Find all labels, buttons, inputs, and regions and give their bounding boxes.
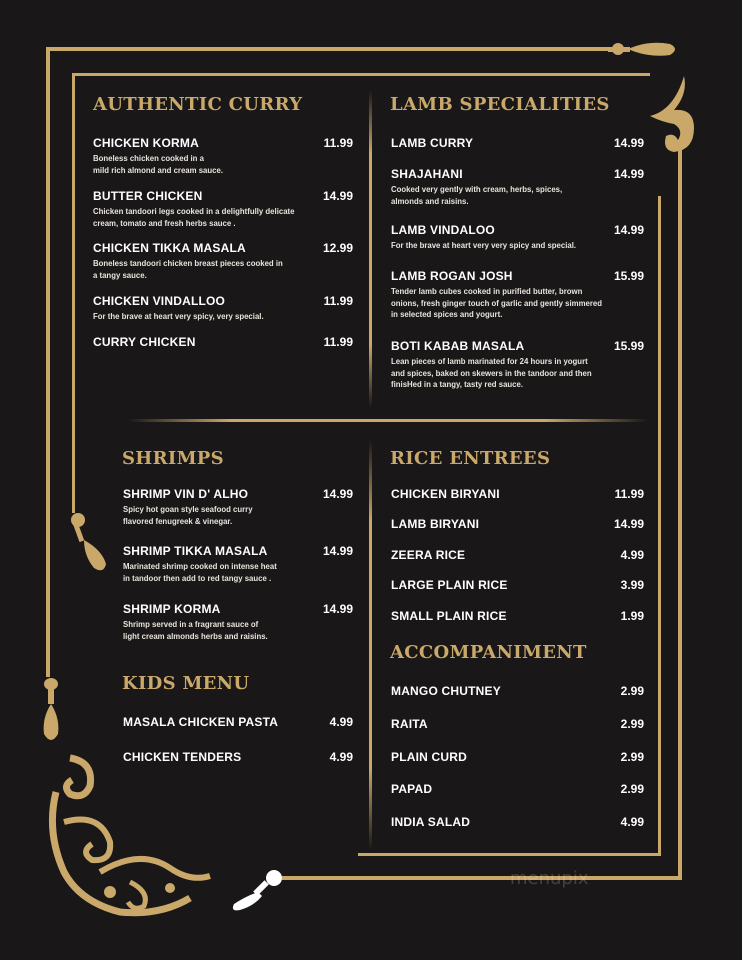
menu-item — [391, 167, 644, 207]
item-price: 12.99 — [322, 241, 353, 255]
item-price: 4.99 — [620, 548, 644, 562]
menu-item — [93, 241, 353, 281]
menu-item — [123, 750, 353, 764]
item-name: PAPAD — [391, 782, 433, 796]
item-name: SHRIMP VIN D' ALHO — [123, 487, 249, 501]
section-title-rice-entrees: RICE ENTREES — [390, 448, 551, 469]
menu-item — [391, 782, 644, 796]
item-name: RAITA — [391, 717, 428, 731]
section-title-shrimps: SHRIMPS — [122, 448, 224, 469]
menu-item — [123, 602, 353, 642]
frame-bottom-inner — [358, 853, 661, 856]
spoon-ornament-left-icon — [68, 512, 112, 574]
item-price: 3.99 — [620, 578, 644, 592]
item-price: 1.99 — [620, 609, 644, 623]
item-description: light cream almonds herbs and raisins. — [123, 631, 268, 641]
section-title-accompaniment: ACCOMPANIMENT — [390, 642, 587, 663]
menu-item — [93, 294, 353, 323]
item-price: 14.99 — [613, 167, 644, 181]
menu-item — [123, 487, 353, 527]
item-description: Lean pieces of lamb marinated for 24 hours in yogurt — [391, 357, 588, 366]
spoon-ornament-left-lower-icon — [40, 676, 62, 744]
item-name: LAMB VINDALOO — [391, 223, 495, 237]
section-title-lamb-specialities: LAMB SPECIALITIES — [390, 94, 610, 115]
menu-item — [391, 223, 644, 252]
menu-item — [391, 517, 644, 531]
item-name: BUTTER CHICKEN — [93, 189, 203, 203]
frame-left-inner — [72, 73, 75, 513]
item-price: 15.99 — [613, 339, 644, 353]
item-description: in selected spices and yogurt. — [391, 310, 503, 319]
item-name: CHICKEN TIKKA MASALA — [93, 241, 246, 255]
menu-item — [93, 189, 353, 229]
menu-item — [391, 609, 644, 623]
menu-item — [391, 269, 644, 321]
menu-item — [391, 815, 644, 829]
item-description: Cooked very gently with cream, herbs, spices, — [391, 185, 563, 194]
item-price: 2.99 — [620, 782, 644, 796]
item-description: almonds and raisins. — [391, 196, 469, 206]
item-description: and spices, baked on skewers in the tandoor and then — [391, 368, 592, 378]
item-description: in tandoor then add to red tangy sauce . — [123, 573, 272, 583]
item-description: flavored fenugreek & vinegar. — [123, 516, 233, 526]
floral-ornament-icon — [40, 752, 215, 920]
frame-bottom-outer — [282, 876, 682, 880]
frame-top-inner — [72, 73, 650, 76]
item-description: Chicken tandoori legs cooked in a delightfully delicate — [93, 207, 295, 216]
item-price: 14.99 — [613, 136, 644, 150]
item-name: BOTI KABAB MASALA — [391, 339, 525, 353]
item-price: 4.99 — [329, 715, 353, 729]
item-name: LAMB CURRY — [391, 136, 474, 150]
item-name: INDIA SALAD — [391, 815, 471, 829]
item-description: mild rich almond and cream sauce. — [93, 165, 223, 175]
item-price: 15.99 — [613, 269, 644, 283]
item-description: For the brave at heart very spicy, very special. — [93, 312, 264, 321]
item-price: 4.99 — [329, 750, 353, 764]
item-description: Marinated shrimp cooked on intense heat — [123, 562, 277, 571]
item-price: 11.99 — [323, 335, 353, 349]
item-price: 11.99 — [614, 487, 644, 501]
menu-item — [391, 750, 644, 764]
menu-item — [391, 487, 644, 501]
swirl-ornament-icon — [644, 70, 700, 158]
frame-top-outer — [46, 47, 616, 51]
item-name: LAMB BIRYANI — [391, 517, 480, 531]
item-description: Boneless tandoori chicken breast pieces cooked in — [93, 259, 283, 268]
menu-item — [391, 339, 644, 391]
item-name: SHRIMP TIKKA MASALA — [123, 544, 268, 558]
item-name: CHICKEN KORMA — [93, 136, 199, 150]
menu-item — [93, 335, 353, 349]
vertical-divider-top — [369, 90, 372, 408]
menu-item — [391, 136, 644, 150]
item-name: MANGO CHUTNEY — [391, 684, 501, 698]
item-price: 14.99 — [322, 487, 353, 501]
horizontal-divider — [128, 419, 648, 422]
section-title-authentic-curry: AUTHENTIC CURRY — [93, 94, 303, 115]
menu-item — [391, 548, 644, 562]
item-name: MASALA CHICKEN PASTA — [123, 715, 279, 729]
menu-item — [391, 684, 644, 698]
item-price: 2.99 — [620, 750, 644, 764]
item-price: 2.99 — [620, 684, 644, 698]
section-title-kids-menu: KIDS MENU — [122, 673, 250, 694]
item-name: ZEERA RICE — [391, 548, 466, 562]
menu-item — [93, 136, 353, 176]
item-description: finisHed in a tangy, tasty red sauce. — [391, 380, 524, 389]
item-price: 14.99 — [322, 544, 353, 558]
item-name: CHICKEN VINDALLOO — [93, 294, 226, 308]
item-description: Shrimp served in a fragrant sauce of — [123, 620, 259, 629]
item-name: CHICKEN BIRYANI — [391, 487, 500, 501]
item-name: LARGE PLAIN RICE — [391, 578, 508, 592]
item-price: 14.99 — [613, 223, 644, 237]
item-description: Boneless chicken cooked in a — [93, 154, 204, 163]
menu-item — [123, 544, 353, 584]
item-name: CURRY CHICKEN — [93, 335, 196, 349]
item-price: 2.99 — [620, 717, 644, 731]
item-name: LAMB ROGAN JOSH — [391, 269, 513, 283]
vertical-divider-bottom — [369, 440, 372, 850]
item-price: 14.99 — [322, 189, 353, 203]
item-price: 14.99 — [322, 602, 353, 616]
menu-item — [391, 717, 644, 731]
item-name: CHICKEN TENDERS — [123, 750, 242, 764]
item-price: 14.99 — [613, 517, 644, 531]
item-name: PLAIN CURD — [391, 750, 467, 764]
item-price: 11.99 — [323, 136, 353, 150]
spoon-ornament-bottom-icon — [228, 866, 288, 914]
spoon-ornament-top-icon — [608, 38, 678, 64]
item-description: Tender lamb cubes cooked in purified butter, brown — [391, 287, 583, 296]
frame-left-outer — [46, 47, 50, 677]
item-description: a tangy sauce. — [93, 270, 147, 280]
frame-right-outer — [678, 150, 682, 880]
menu-item — [123, 715, 353, 729]
item-name: SHAJAHANI — [391, 167, 463, 181]
frame-right-inner — [658, 196, 661, 856]
item-description: onions, fresh ginger touch of garlic and gently simmered — [391, 298, 602, 308]
item-description: cream, tomato and fresh herbs sauce . — [93, 218, 236, 228]
menu-item — [391, 578, 644, 592]
item-name: SMALL PLAIN RICE — [391, 609, 507, 623]
item-description: For the brave at heart very very spicy and special. — [391, 241, 577, 250]
watermark: menupix — [510, 868, 589, 889]
item-price: 4.99 — [620, 815, 644, 829]
item-description: Spicy hot goan style seafood curry — [123, 505, 253, 514]
item-name: SHRIMP KORMA — [123, 602, 221, 616]
item-price: 11.99 — [323, 294, 353, 308]
